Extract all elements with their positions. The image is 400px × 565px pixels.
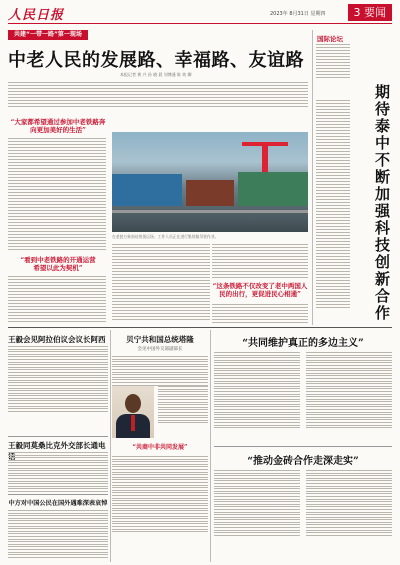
news-body-5b: [306, 352, 392, 430]
series-tag: 共建“一带一路”第一现场: [8, 30, 88, 40]
article-intro-text: [8, 82, 308, 109]
subheading-2: “看到中老铁路的开通运营 希望以此为契机”: [20, 256, 96, 272]
news-headline-5[interactable]: “共同维护真正的多边主义”: [242, 338, 364, 349]
commentary-lead: [316, 44, 350, 80]
freight-yard-photo[interactable]: [112, 132, 308, 232]
commentary-title[interactable]: 期待泰中不断加强科技创新合作: [373, 84, 391, 322]
newspaper-logo: 人民日报: [8, 8, 65, 23]
subheading-3: “这条铁路不仅改变了老中两国人民的出行，更促进民心相通”: [212, 282, 308, 298]
issue-date: 2023年 8月31日 星期四: [270, 11, 326, 17]
news-subtitle-4: 会见中国外交部副部长: [137, 347, 183, 352]
news-body-6b: [306, 470, 392, 537]
news-body-1: [8, 346, 108, 413]
divider-right: [214, 446, 392, 447]
page-section-badge: 3 要闻: [348, 4, 393, 21]
commentary-tag: 国际论坛: [317, 35, 343, 43]
article-column-2: [112, 244, 210, 322]
news-body-3: [8, 510, 108, 559]
news-body-4c: [112, 456, 208, 534]
news-headline-3[interactable]: 中方对中国公民在国外遇难深表哀悼: [8, 500, 108, 507]
byline: 本报记者 黄 兴 孙 晓 晨 刘博通 陈 效 卿: [120, 72, 192, 77]
news-headline-2[interactable]: 王毅同莫桑比克外交部长通电: [8, 441, 106, 450]
article-column-3: [212, 244, 308, 280]
section-divider: [8, 327, 392, 328]
vertical-rule-1: [110, 330, 111, 562]
article-column-1b: [8, 276, 106, 324]
news-body-4a: [112, 356, 208, 387]
main-headline[interactable]: 中老人民的发展路、幸福路、友谊路: [8, 50, 304, 71]
article-column-1: [8, 138, 106, 252]
masthead: [8, 4, 392, 24]
subheading-4: “共商中非共同发展”: [132, 444, 188, 451]
commentary-body: [316, 100, 350, 310]
subheading-1: “大家都希望通过参加中老铁路奔向更加美好的生活”: [10, 118, 106, 134]
photo-caption: 在老挝万象南站的货运场，工作人员正在进行集装箱吊装作业。: [112, 234, 219, 239]
news-headline-4[interactable]: 贝宁共和国总统塔隆: [126, 335, 194, 344]
divider-left-2: [8, 494, 108, 495]
news-headline-6[interactable]: “推动金砖合作走深走实”: [247, 456, 359, 467]
divider-left-1: [8, 436, 108, 437]
president-portrait[interactable]: [112, 386, 154, 438]
news-body-4b: [158, 386, 208, 425]
news-headline-1[interactable]: 王毅会见阿拉伯议会议长阿西: [8, 335, 106, 344]
news-body-2: [8, 452, 108, 494]
vertical-rule-2: [210, 330, 211, 562]
news-body-6a: [214, 470, 300, 537]
news-body-5a: [214, 352, 300, 430]
article-column-3b: [212, 304, 308, 325]
